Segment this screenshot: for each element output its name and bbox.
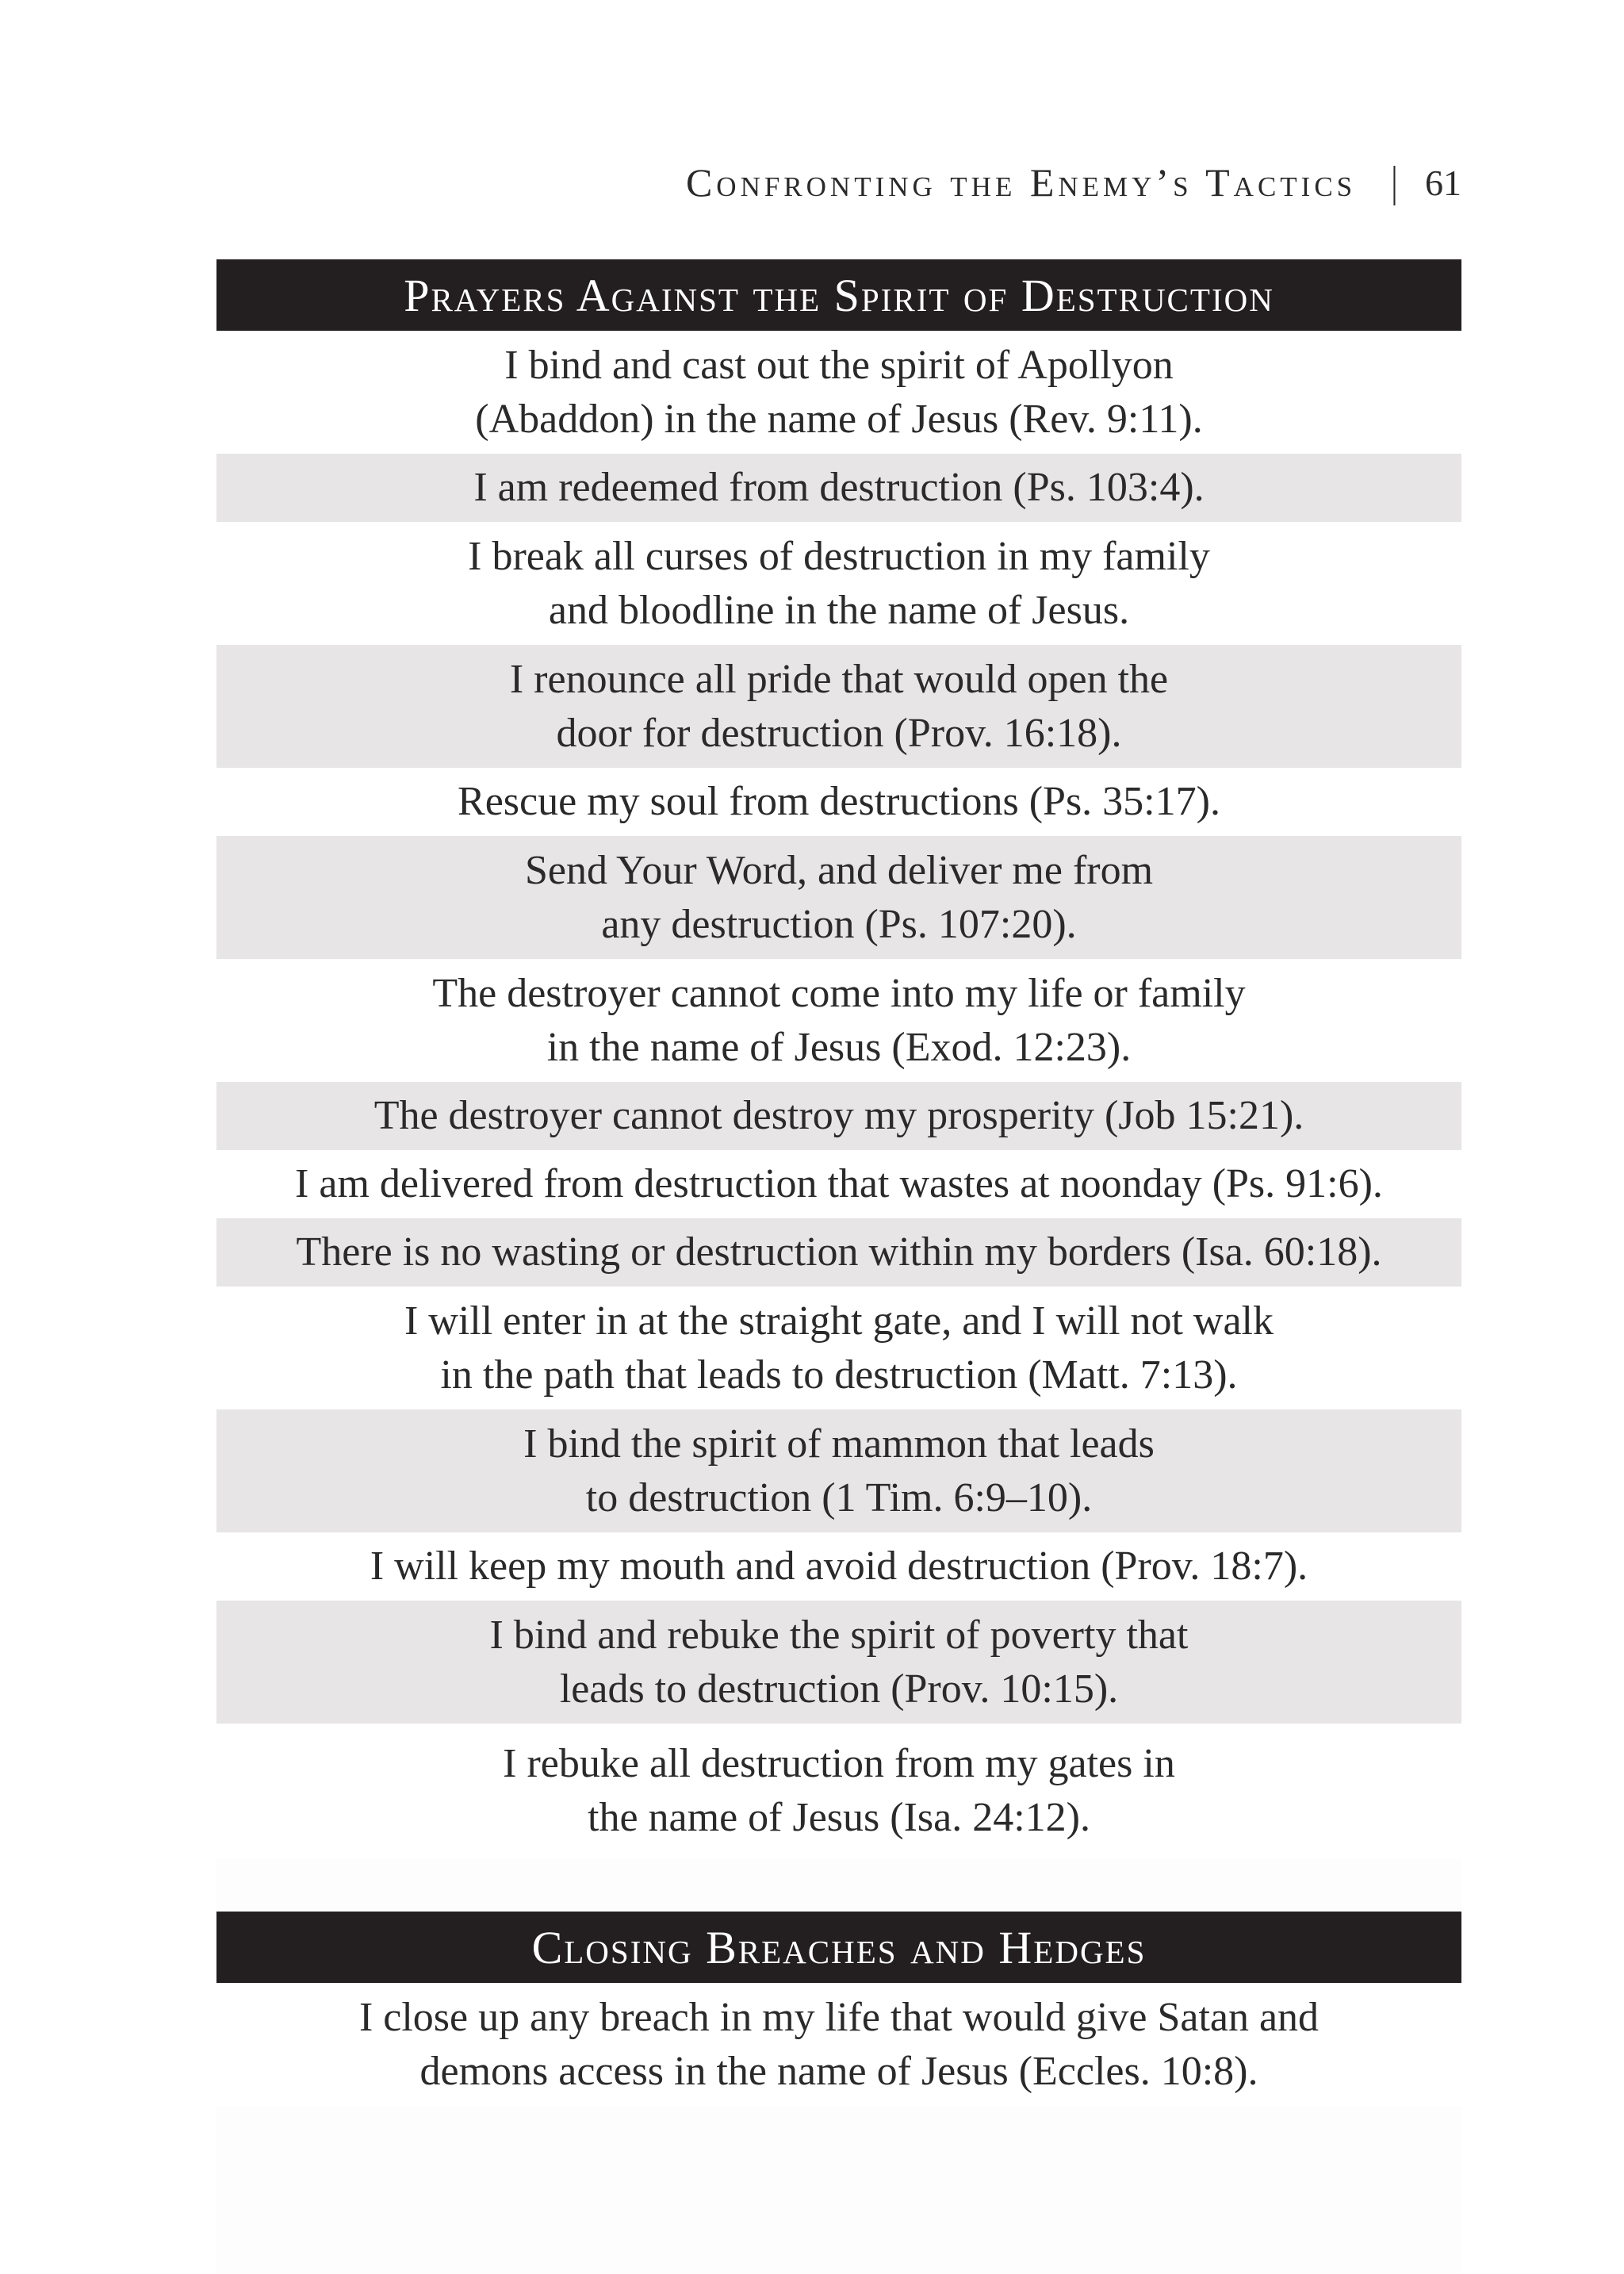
prayer-row: The destroyer cannot destroy my prosperity (Job 15:21). [216, 1082, 1461, 1150]
prayer-row: I rebuke all destruction from my gates in the name of Jesus (Isa. 24:12). [216, 1724, 1461, 1858]
prayer-row: I bind the spirit of mammon that leads to destruction (1 Tim. 6:9–10). [216, 1409, 1461, 1532]
prayer-row: The destroyer cannot come into my life or family in the name of Jesus (Exod. 12:23). [216, 959, 1461, 1082]
prayer-row: I am redeemed from destruction (Ps. 103:4). [216, 454, 1461, 522]
prayer-row: I am delivered from destruction that wastes at noonday (Ps. 91:6). [216, 1150, 1461, 1218]
section-heading: Prayers Against the Spirit of Destruction [216, 259, 1461, 331]
prayer-row: I will enter in at the straight gate, and I will not walk in the path that leads to destruction (Matt. 7:13). [216, 1287, 1461, 1409]
running-head-separator: | [1391, 159, 1398, 205]
prayer-row: I renounce all pride that would open the door for destruction (Prov. 16:18). [216, 645, 1461, 768]
prayer-row: There is no wasting or destruction within my borders (Isa. 60:18). [216, 1218, 1461, 1287]
prayer-row: Send Your Word, and deliver me from any destruction (Ps. 107:20). [216, 836, 1461, 959]
prayer-row: I break all curses of destruction in my family and bloodline in the name of Jesus. [216, 522, 1461, 645]
prayer-row: I bind and rebuke the spirit of poverty that leads to destruction (Prov. 10:15). [216, 1601, 1461, 1724]
page-number: 61 [1425, 162, 1461, 203]
prayer-row: I close up any breach in my life that would give Satan and demons access in the name of Jesus (Eccles. 10:8). [216, 1983, 1461, 2106]
section-prayers-against-destruction [216, 259, 1461, 1858]
prayer-row: I bind and cast out the spirit of Apollyon (Abaddon) in the name of Jesus (Rev. 9:11). [216, 331, 1461, 454]
running-head [686, 151, 1461, 214]
prayer-list [216, 1983, 1461, 2106]
running-head-title: Confronting the Enemy’s Tactics [685, 160, 1357, 205]
section-closing-breaches [216, 1912, 1461, 2106]
prayer-row: I will keep my mouth and avoid destruction (Prov. 18:7). [216, 1532, 1461, 1601]
section-heading: Closing Breaches and Hedges [216, 1912, 1461, 1983]
prayer-row: Rescue my soul from destructions (Ps. 35:17). [216, 768, 1461, 836]
prayer-list [216, 331, 1461, 1858]
